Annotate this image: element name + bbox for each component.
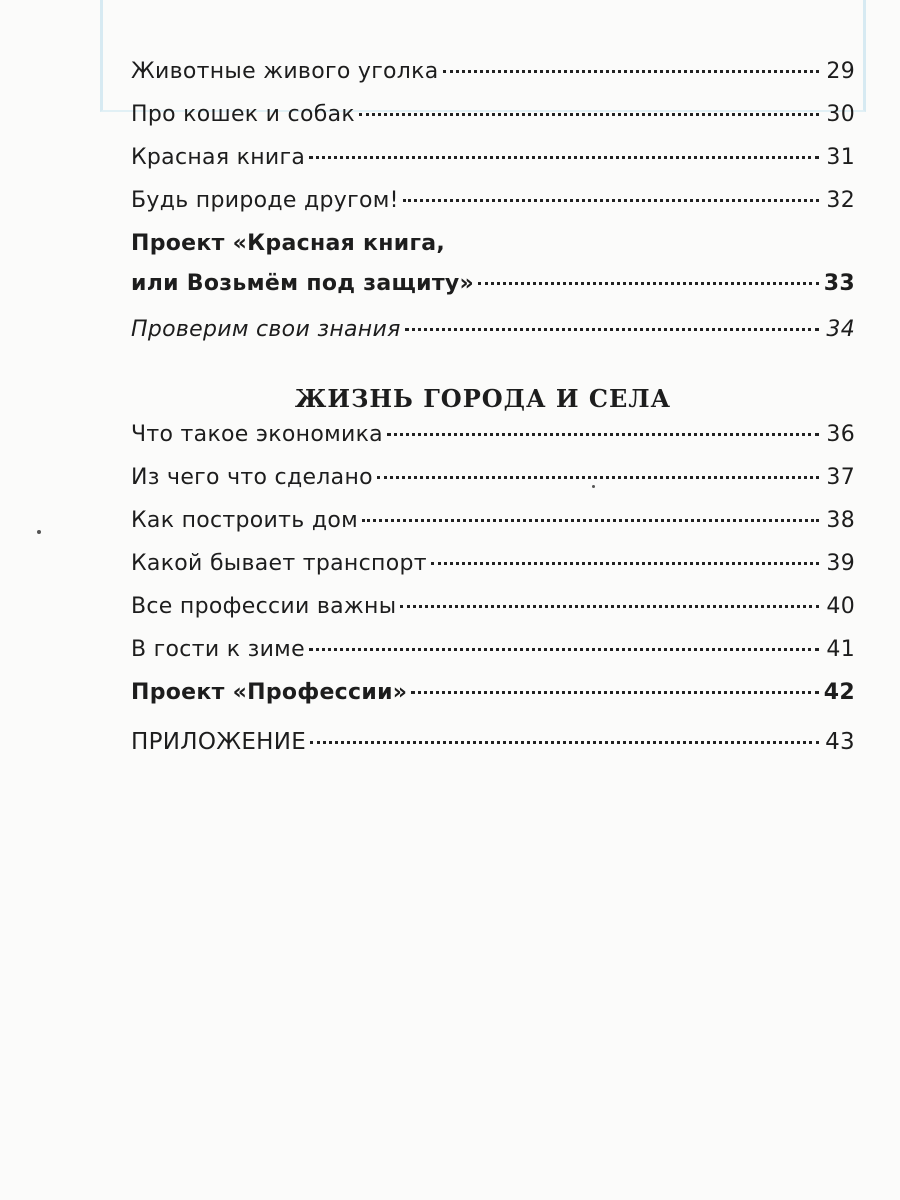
toc-entry-title: Животные живого уголка — [131, 59, 439, 84]
dot-leader — [359, 113, 819, 116]
toc-entry-title: В гости к зиме — [131, 637, 305, 662]
toc-entry-title: Красная книга — [131, 145, 306, 170]
toc-entry-check-knowledge — [131, 316, 855, 359]
toc-entry-page: 39 — [826, 551, 855, 576]
toc-entry — [131, 101, 855, 144]
toc-entry — [131, 636, 855, 679]
toc-entry-title-line2: или Возьмём под защиту» — [131, 271, 475, 296]
dot-leader — [443, 70, 819, 73]
toc-entry-title: Как построить дом — [131, 508, 359, 533]
table-of-contents — [131, 58, 855, 771]
toc-entry — [131, 550, 855, 593]
toc-entry — [131, 421, 855, 464]
dot-leader — [310, 741, 819, 744]
toc-entry-page: 43 — [825, 729, 855, 755]
print-speck — [592, 485, 595, 488]
dot-leader — [411, 691, 819, 694]
toc-entry-title: Про кошек и собак — [131, 102, 355, 127]
dot-leader — [309, 648, 819, 651]
toc-entry-page: 38 — [826, 508, 855, 533]
toc-entry-title: Что такое экономика — [131, 422, 383, 447]
toc-entry — [131, 144, 855, 187]
toc-entry-project-professions — [131, 679, 855, 722]
toc-entry — [131, 464, 855, 507]
dot-leader — [403, 199, 819, 202]
toc-entry-page: 42 — [823, 680, 855, 705]
toc-entry-title: Из чего что сделано — [131, 465, 373, 490]
dot-leader — [400, 605, 819, 608]
dot-leader — [377, 476, 819, 479]
toc-entry-page: 31 — [826, 145, 855, 170]
toc-entry-page: 33 — [823, 271, 855, 296]
toc-entry-title: Все профессии важны — [131, 594, 397, 619]
print-speck — [37, 530, 41, 534]
toc-entry — [131, 593, 855, 636]
toc-entry-title: Проверим свои знания — [131, 317, 401, 342]
dot-leader — [387, 433, 819, 436]
toc-entry — [131, 187, 855, 230]
toc-entry-page: 40 — [826, 594, 855, 619]
dot-leader — [431, 562, 819, 565]
dot-leader — [405, 328, 819, 331]
toc-entry-project-red-book — [131, 230, 855, 316]
toc-entry-page: 32 — [826, 188, 855, 213]
toc-entry-title: ПРИЛОЖЕНИЕ — [131, 729, 307, 755]
toc-entry-title: Проект «Профессии» — [131, 680, 408, 705]
toc-entry-title-line1: Проект «Красная книга, — [131, 231, 446, 256]
toc-entry — [131, 507, 855, 550]
toc-entry-title: Какой бывает транспорт — [131, 551, 427, 576]
toc-entry-title: Будь природе другом! — [131, 188, 399, 213]
toc-entry-page: 41 — [826, 637, 855, 662]
toc-entry-appendix — [131, 728, 855, 771]
toc-entry-page: 36 — [826, 422, 855, 447]
toc-entry-page: 37 — [826, 465, 855, 490]
toc-entry-page: 30 — [826, 102, 855, 127]
toc-entry — [131, 58, 855, 101]
toc-entry-page: 34 — [826, 317, 855, 342]
dot-leader — [478, 282, 819, 285]
dot-leader — [309, 156, 819, 159]
toc-entry-page: 29 — [826, 59, 855, 84]
section-heading: ЖИЗНЬ ГОРОДА И СЕЛА — [294, 384, 672, 413]
dot-leader — [362, 519, 819, 522]
